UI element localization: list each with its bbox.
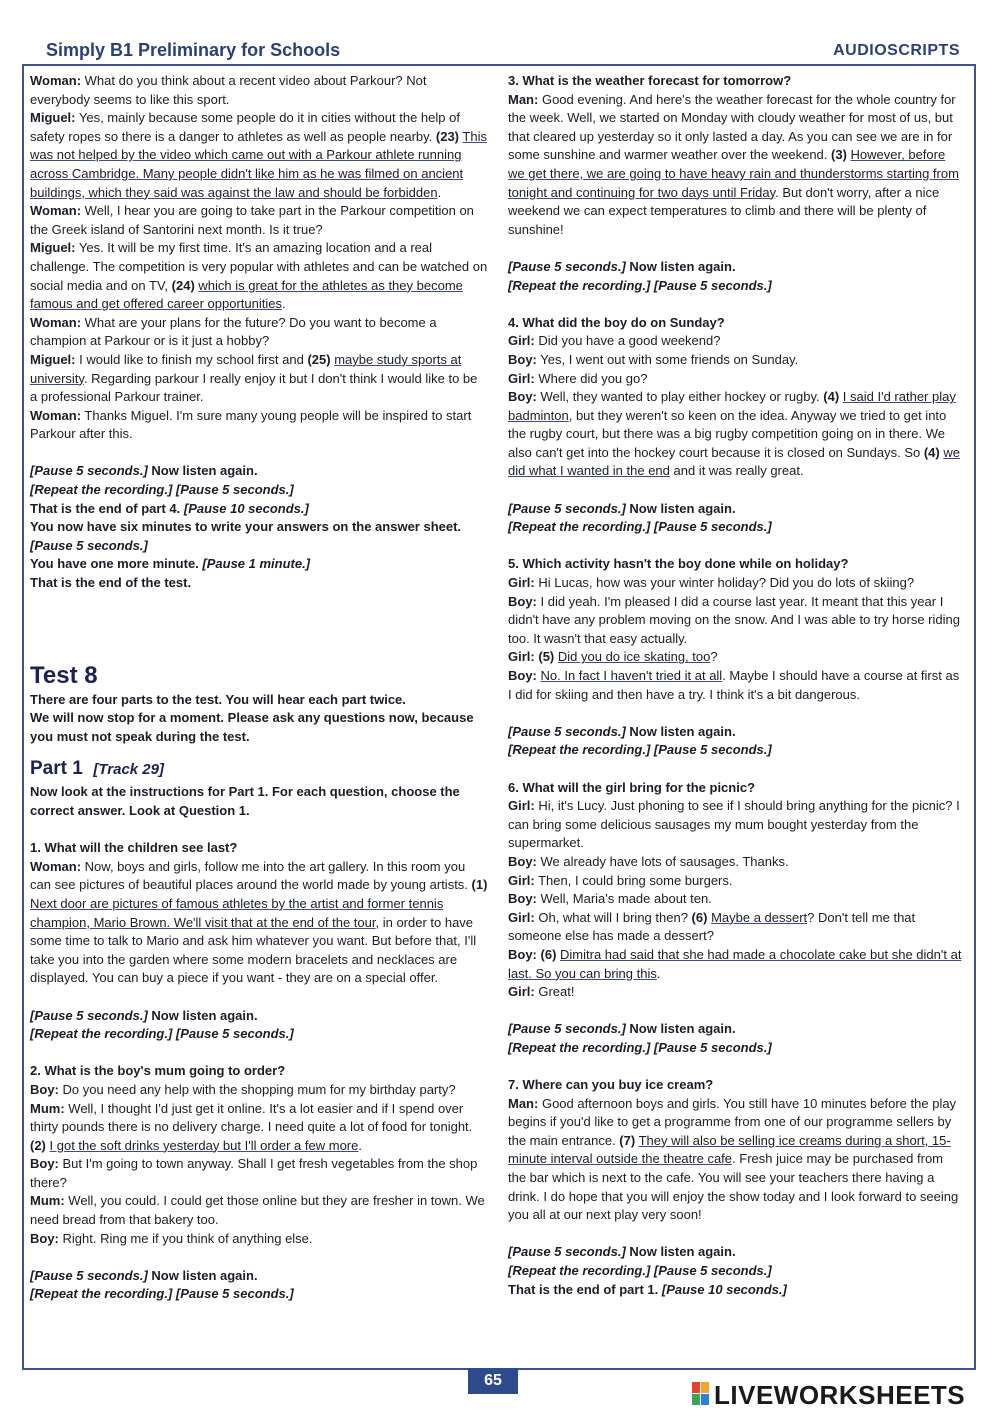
question-heading: 3. What is the weather forecast for tomorrow?: [508, 73, 792, 88]
instruction: [Pause 5 seconds.] Now listen again.: [508, 1244, 736, 1260]
instruction: You have one more minute. [Pause 1 minute.]: [30, 556, 311, 572]
dialogue-line: Woman: Thanks Miguel. I'm sure many young people will be inspired to start Parkour after this.: [30, 407, 472, 442]
instruction: [Pause 5 seconds.]: [30, 537, 148, 553]
instruction: That is the end of part 1. [Pause 10 seconds.]: [508, 1281, 787, 1297]
question-heading: 7. Where can you buy ice cream?: [508, 1077, 714, 1093]
dialogue-line: Miguel: Yes. It will be my first time. It's an amazing location and a real challenge. The competition is very popular with athletes and can be watched on social media and on TV, (24) which is great for the athletes as they become famous and get offered career opportunities.: [30, 240, 488, 312]
instruction: [Repeat the recording.] [Pause 5 seconds.]: [508, 277, 772, 293]
dialogue-line: Man: Good evening. And here's the weather forecast for the whole country for the week. Well, we started on Monday with cloudy weather for most of us, but that cleared up yesterday so it only lasted a day. As you can see we are in for some sunshine and warmer weather over the weekend. (3) However, before we get there, we are going to have heavy rain and thunderstorms starting from tonight and continuing for two days until Friday. But don't worry, after a nice weekend we can expect temperatures to climb and there will be plenty of sunshine!: [508, 91, 959, 237]
question-heading: 6. What will the girl bring for the picnic?: [508, 779, 756, 795]
dialogue-line: Miguel: Yes, mainly because some people do it in cities without the help of safety ropes so there is a danger to athletes as well as people nearby. (23) This was not helped by the video which came out with a Parkour athlete running across Cambridge. Many people didn't like him as he was filmed on ancient buildings, which they said was against the law and should be forbidden.: [30, 110, 487, 200]
dialogue-line: Boy: I did yeah. I'm pleased I did a course last year. It meant that this year I didn't have any problem moving on the snow. And I was able to try horse riding too. It wasn't that easy actually.: [508, 593, 960, 646]
instruction: [Repeat the recording.] [Pause 5 seconds.]: [508, 1039, 772, 1055]
instruction: There are four parts to the test. You will hear each part twice.: [30, 691, 406, 707]
instruction: [Repeat the recording.] [Pause 5 seconds.]: [30, 1286, 294, 1302]
dialogue-line: Boy: (6) Dimitra had said that she had made a chocolate cake but she didn't at last. So you can bring this.: [508, 946, 962, 981]
liveworksheets-logo-icon: [692, 1382, 710, 1406]
instruction: That is the end of part 4. [Pause 10 seconds.]: [30, 500, 309, 516]
instruction: You now have six minutes to write your answers on the answer sheet.: [30, 519, 462, 535]
instruction: [Repeat the recording.] [Pause 5 seconds.]: [30, 1026, 294, 1042]
dialogue-line: Boy: Yes, I went out with some friends on Sunday.: [508, 351, 799, 367]
brand-name: LIVEWORKSHEETS: [714, 1380, 966, 1410]
dialogue-line: Woman: Well, I hear you are going to take part in the Parkour competition on the Greek island of Santorini next month. Is it true?: [30, 203, 474, 237]
dialogue-line: Woman: What are your plans for the future? Do you want to become a champion at Parkour or is it just a hobby?: [30, 314, 437, 349]
test-title: Test 8: [30, 661, 98, 689]
dialogue-line: Woman: What do you think about a recent video about Parkour? Not everybody seems to like this sport.: [30, 73, 427, 107]
dialogue-line: Boy: But I'm going to town anyway. Shall I get fresh vegetables from the shop there?: [30, 1156, 478, 1190]
question-heading: 2. What is the boy's mum going to order?: [30, 1063, 286, 1079]
instruction: [Repeat the recording.] [Pause 5 seconds.]: [508, 1263, 772, 1278]
dialogue-line: Mum: Well, you could. I could get those online but they are fresher in town. We need bread from that bakery too.: [30, 1193, 485, 1228]
instruction: [Repeat the recording.] [Pause 5 seconds.]: [508, 519, 772, 535]
left-column: [30, 72, 488, 1304]
content-frame: [22, 64, 976, 1370]
answer-underline: However, before we get there, we are going to have heavy rain and thunderstorms starting from tonight and continuing for two days until Friday: [508, 147, 959, 200]
dialogue-line: Girl: Oh, what will I bring then? (6) Maybe a dessert? Don't tell me that someone else has made a dessert?: [508, 909, 916, 944]
question-heading: 1. What will the children see last?: [30, 840, 238, 856]
instruction: [Pause 5 seconds.] Now listen again.: [30, 1007, 258, 1023]
answer-underline: No. In fact I haven't tried it at all: [540, 668, 723, 683]
right-column: [508, 72, 964, 1299]
dialogue-line: Girl: Where did you go?: [508, 370, 648, 386]
question-heading: 5. Which activity hasn't the boy done while on holiday?: [508, 556, 849, 572]
dialogue-line: Girl: (5) Did you do ice skating, too?: [508, 649, 718, 665]
answer-underline: They will also be selling ice creams during a short, 15-minute interval outside the theatre cafe: [508, 1132, 951, 1167]
instruction: [Pause 5 seconds.] Now listen again.: [30, 1267, 258, 1283]
dialogue-line: Girl: Did you have a good weekend?: [508, 333, 721, 349]
question-heading: 4. What did the boy do on Sunday?: [508, 314, 725, 330]
answer-underline: which is great for the athletes as they become famous and get offered career opportunities: [30, 277, 463, 312]
dialogue-line: Girl: Hi Lucas, how was your winter holiday? Did you do lots of skiing?: [508, 575, 915, 591]
instruction: [Repeat the recording.] [Pause 5 seconds.]: [30, 482, 294, 498]
answer-underline: Did you do ice skating, too: [557, 649, 711, 665]
answer-underline: This was not helped by the video which came out with a Parkour athlete running across Cambridge. Many people didn't like him as he was filmed on ancient buildings, which they said was against the law and should be forbidden: [30, 128, 487, 200]
answer-underline: I said I'd rather play badminton: [508, 389, 956, 423]
instruction: [Pause 5 seconds.] Now listen again.: [508, 500, 736, 516]
dialogue-line: Miguel: I would like to finish my school first and (25) maybe study sports at university. Regarding parkour I really enjoy it but I don't think I would like to be a professional Parkour trainer.: [30, 351, 478, 405]
dialogue-line: Girl: Great!: [508, 984, 575, 1000]
dialogue-line: Mum: Well, I thought I'd just get it online. It's a lot easier and if I spend over thirty pounds there is no delivery charge. I need quite a lot of food for tonight. (2) I got the soft drinks yesterday but I'll order a few more.: [30, 1100, 473, 1153]
answer-underline: Dimitra had said that she had made a chocolate cake but she didn't at last. So you can bring this: [508, 946, 962, 981]
instruction: [Pause 5 seconds.] Now listen again.: [508, 258, 736, 274]
track-label: [Track 29]: [93, 761, 164, 779]
instruction: [Pause 5 seconds.] Now listen again.: [30, 463, 258, 479]
instruction: [Pause 5 seconds.] Now listen again.: [508, 723, 736, 739]
page-number: 65: [468, 1368, 518, 1394]
answer-underline: Maybe a dessert: [711, 909, 808, 925]
book-title: Simply B1 Preliminary for Schools: [46, 40, 341, 60]
dialogue-line: Boy: Do you need any help with the shopping mum for my birthday party?: [30, 1081, 456, 1097]
section-title: AUDIOSCRIPTS: [833, 42, 960, 59]
instruction: That is the end of the test.: [30, 575, 192, 591]
dialogue-line: Girl: Hi, it's Lucy. Just phoning to see if I should bring anything for the picnic? I can bring some delicious sausages my mum bought yesterday from the supermarket.: [508, 798, 960, 851]
dialogue-line: Boy: No. In fact I haven't tried it at all. Maybe I should have a course at first as I did for skiing and then have a try. I think it's a bit dangerous.: [508, 668, 960, 702]
dialogue-line: Boy: Right. Ring me if you think of anything else.: [30, 1230, 313, 1246]
part-title: Part 1 [Track 29]: [30, 758, 164, 780]
liveworksheets-brand: [692, 1378, 992, 1410]
answer-underline: we did what I wanted in the end: [508, 444, 960, 479]
dialogue-line: Man: Good afternoon boys and girls. You still have 10 minutes before the play begins if you'd like to get a programme from one of our programme sellers by the main entrance. (7) They will also be selling ice creams during a short, 15-minute interval outside the theatre cafe. Fresh juice may be purchased from the bar which is next to the cafe. You will see your teachers there having a drink. I do hope that you will enjoy the show today and I look forward to seeing you all at our next play very soon!: [508, 1095, 959, 1223]
dialogue-line: Girl: Then, I could bring some burgers.: [508, 872, 733, 888]
answer-underline: I got the soft drinks yesterday but I'll order a few more: [49, 1137, 359, 1153]
answer-underline: Next door are pictures of famous athletes by the artist and former tennis champion, Mario Brown. We'll visit that at the end of the tour: [30, 895, 444, 930]
dialogue-line: Boy: We already have lots of sausages. Thanks.: [508, 853, 789, 869]
instruction: We will now stop for a moment. Please ask any questions now, because you must not speak during the test.: [30, 710, 474, 744]
dialogue-line: Woman: Now, boys and girls, follow me into the art gallery. In this room you can see pictures of beautiful places around the world made by young artists. (1) Next door are pictures of famous athletes by the artist and former tennis champion, Mario Brown. We'll visit that at the end of the tour, in order to have some time to talk to Mario and ask him whatever you want. But before that, I'll take you into the garden where some modern bracelets and necklaces are displayed. You can buy a piece if you want - they are on a special offer.: [30, 858, 488, 986]
answer-underline: maybe study sports at university: [30, 351, 462, 386]
instruction: [Pause 5 seconds.] Now listen again.: [508, 1021, 736, 1037]
dialogue-line: Boy: Well, they wanted to play either hockey or rugby. (4) I said I'd rather play badminton, but they weren't so keen on the idea. Anyway we tried to get into the rugby court, but there was a big rugby competition going on in there. We also can't get into the hockey court because it is closed on Sundays. So (4) we did what I wanted in the end and it was really great.: [508, 389, 960, 479]
dialogue-line: Boy: Well, Maria's made about ten.: [508, 891, 712, 907]
instruction: Now look at the instructions for Part 1. For each question, choose the correct answer. Look at Question 1.: [30, 784, 460, 818]
instruction: [Repeat the recording.] [Pause 5 seconds.]: [508, 742, 772, 758]
